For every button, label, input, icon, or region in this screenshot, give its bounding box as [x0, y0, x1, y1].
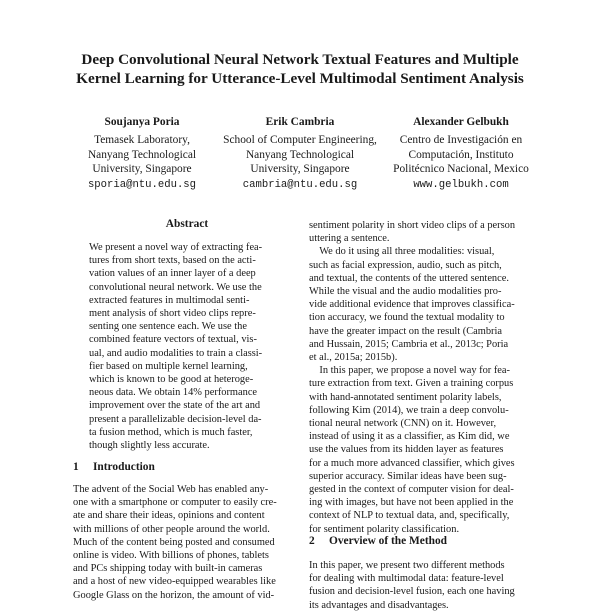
text-line: with millions of other people around the world. — [73, 523, 270, 535]
text-line: tures from short texts, based on the acti- — [89, 255, 256, 267]
affiliation-line: Nanyang Technological — [87, 148, 197, 161]
text-line: While the visual and the audio modalities pro- — [309, 286, 502, 298]
text-line: context of NLP to textual data, and, specifically, — [309, 510, 510, 522]
text-line: ual, and audio modalities to train a classi- — [89, 347, 263, 359]
text-line: In this paper, we propose a novel way for fea- — [309, 365, 510, 377]
text-line: vide additional evidence that improves classifica- — [309, 299, 515, 311]
author-block — [361, 115, 561, 193]
section-heading-introduction — [73, 460, 155, 474]
author-name: Alexander Gelbukh — [413, 116, 509, 128]
introduction-body — [73, 483, 299, 602]
author-website: www.gelbukh.com — [413, 179, 509, 192]
author-name: Erik Cambria — [265, 116, 335, 128]
right-column-body — [309, 219, 535, 536]
text-line: ment analysis of short video clips repre- — [89, 308, 256, 320]
text-line: ture extraction from text. Given a training corpus — [309, 378, 514, 390]
text-line: and PCs shipping today with built-in cameras — [73, 563, 263, 575]
section-title: Introduction — [93, 461, 155, 473]
text-line: and textual, the contents of the uttered sentence. — [309, 272, 509, 284]
affiliation-line: Nanyang Technological — [245, 148, 355, 161]
text-line: following Kim (2014), we train a deep convolu- — [309, 404, 509, 416]
text-line: et al., 2015a; 2015b). — [309, 352, 398, 364]
text-line: tion accuracy, we found the textual modality to — [309, 312, 505, 324]
text-line: such as facial expression, audio, such as pitch, — [309, 259, 502, 271]
section-title: Overview of the Method — [329, 535, 447, 547]
abstract-heading: Abstract — [165, 218, 209, 230]
text-line: Google Glass on the horizon, the amount of vid- — [73, 589, 275, 601]
text-line: neous data. We obtain 14% performance — [89, 387, 258, 399]
text-line: The advent of the Social Web has enabled any- — [73, 484, 269, 495]
text-line: fier based on multiple kernel learning, — [89, 360, 248, 372]
text-line: gested in the context of computer vision for deal- — [309, 484, 514, 496]
text-line: combined feature vectors of textual, vis- — [89, 334, 257, 346]
text-line: convolutional neural network. We use the — [89, 281, 262, 293]
text-line: We do it using all three modalities: visual, — [309, 246, 495, 258]
text-line: with hand-annotated sentiment polarity labels, — [309, 391, 502, 403]
text-line: have the greater impact on the result (Cambria — [309, 325, 503, 337]
text-line: which is known to be good at heteroge- — [89, 374, 254, 386]
text-line: use the values from its hidden layer as features — [309, 444, 504, 456]
text-line: tional neural network (CNN) on it. However, — [309, 418, 497, 430]
text-line: instead of using it as a classifier, as Kim did, we — [309, 431, 510, 443]
affiliation-line: University, Singapore — [250, 163, 350, 176]
author-affiliation — [361, 133, 561, 177]
text-line: and Hussain, 2015; Cambria et al., 2013c; Poria — [309, 338, 509, 350]
text-line: We present a novel way of extracting fea- — [89, 242, 263, 253]
text-line: fusion and decision-level fusion, each one having — [309, 586, 515, 598]
text-line: ta fusion method, which is much faster, — [89, 426, 253, 438]
section-number: 2 — [309, 535, 315, 547]
text-line: ate and share their ideas, opinions and content — [73, 510, 265, 522]
text-line: for dealing with multimodal data: feature-level — [309, 573, 504, 585]
abstract-body — [89, 241, 285, 452]
paper-title — [40, 50, 560, 88]
text-line: extracted features in multimodal senti- — [89, 294, 250, 306]
text-line: senting one sentence each. We use the — [89, 321, 247, 333]
affiliation-line: Temasek Laboratory, — [94, 133, 190, 146]
text-line: one with a smartphone or computer to easily cre- — [73, 497, 277, 509]
author-email: sporia@ntu.edu.sg — [87, 179, 197, 192]
affiliation-line: Politécnico Nacional, Mexico — [393, 163, 529, 176]
affiliation-line: Computación, Instituto — [408, 148, 514, 161]
text-line: its advantages and disadvantages. — [309, 599, 449, 611]
title-line: Kernel Learning for Utterance-Level Multimodal Sentiment Analysis — [76, 70, 524, 87]
affiliation-line: School of Computer Engineering, — [223, 133, 377, 146]
title-line: Deep Convolutional Neural Network Textual Features and Multiple — [81, 51, 519, 68]
overview-body — [309, 559, 535, 612]
text-line: Much of the content being posted and consumed — [73, 536, 275, 548]
section-heading-overview — [309, 534, 447, 548]
text-line: for sentiment polarity classification. — [309, 523, 460, 535]
text-line: ing with images, but have not been applied in the — [309, 497, 514, 509]
text-line: sentiment polarity in short video clips of a person — [309, 220, 516, 231]
author-name: Soujanya Poria — [104, 116, 180, 128]
text-line: superior accuracy. Similar ideas have been sug- — [309, 470, 507, 482]
text-line: present a parallelizable decision-level da- — [89, 413, 262, 425]
affiliation-line: Centro de Investigación en — [399, 133, 523, 146]
text-line: though slightly less accurate. — [89, 440, 210, 452]
text-line: online is video. With billions of phones, tablets — [73, 550, 269, 562]
text-line: and a host of new video-equipped wearables like — [73, 576, 276, 588]
section-number: 1 — [73, 461, 79, 473]
text-line: In this paper, we present two different methods — [309, 560, 505, 571]
affiliation-line: University, Singapore — [92, 163, 192, 176]
text-line: vation values of an inner layer of a deep — [89, 268, 256, 280]
text-line: for a much more advanced classifier, which gives — [309, 457, 515, 469]
author-email: cambria@ntu.edu.sg — [242, 179, 358, 192]
text-line: improvement over the state of the art and — [89, 400, 261, 412]
text-line: uttering a sentence. — [309, 233, 390, 245]
